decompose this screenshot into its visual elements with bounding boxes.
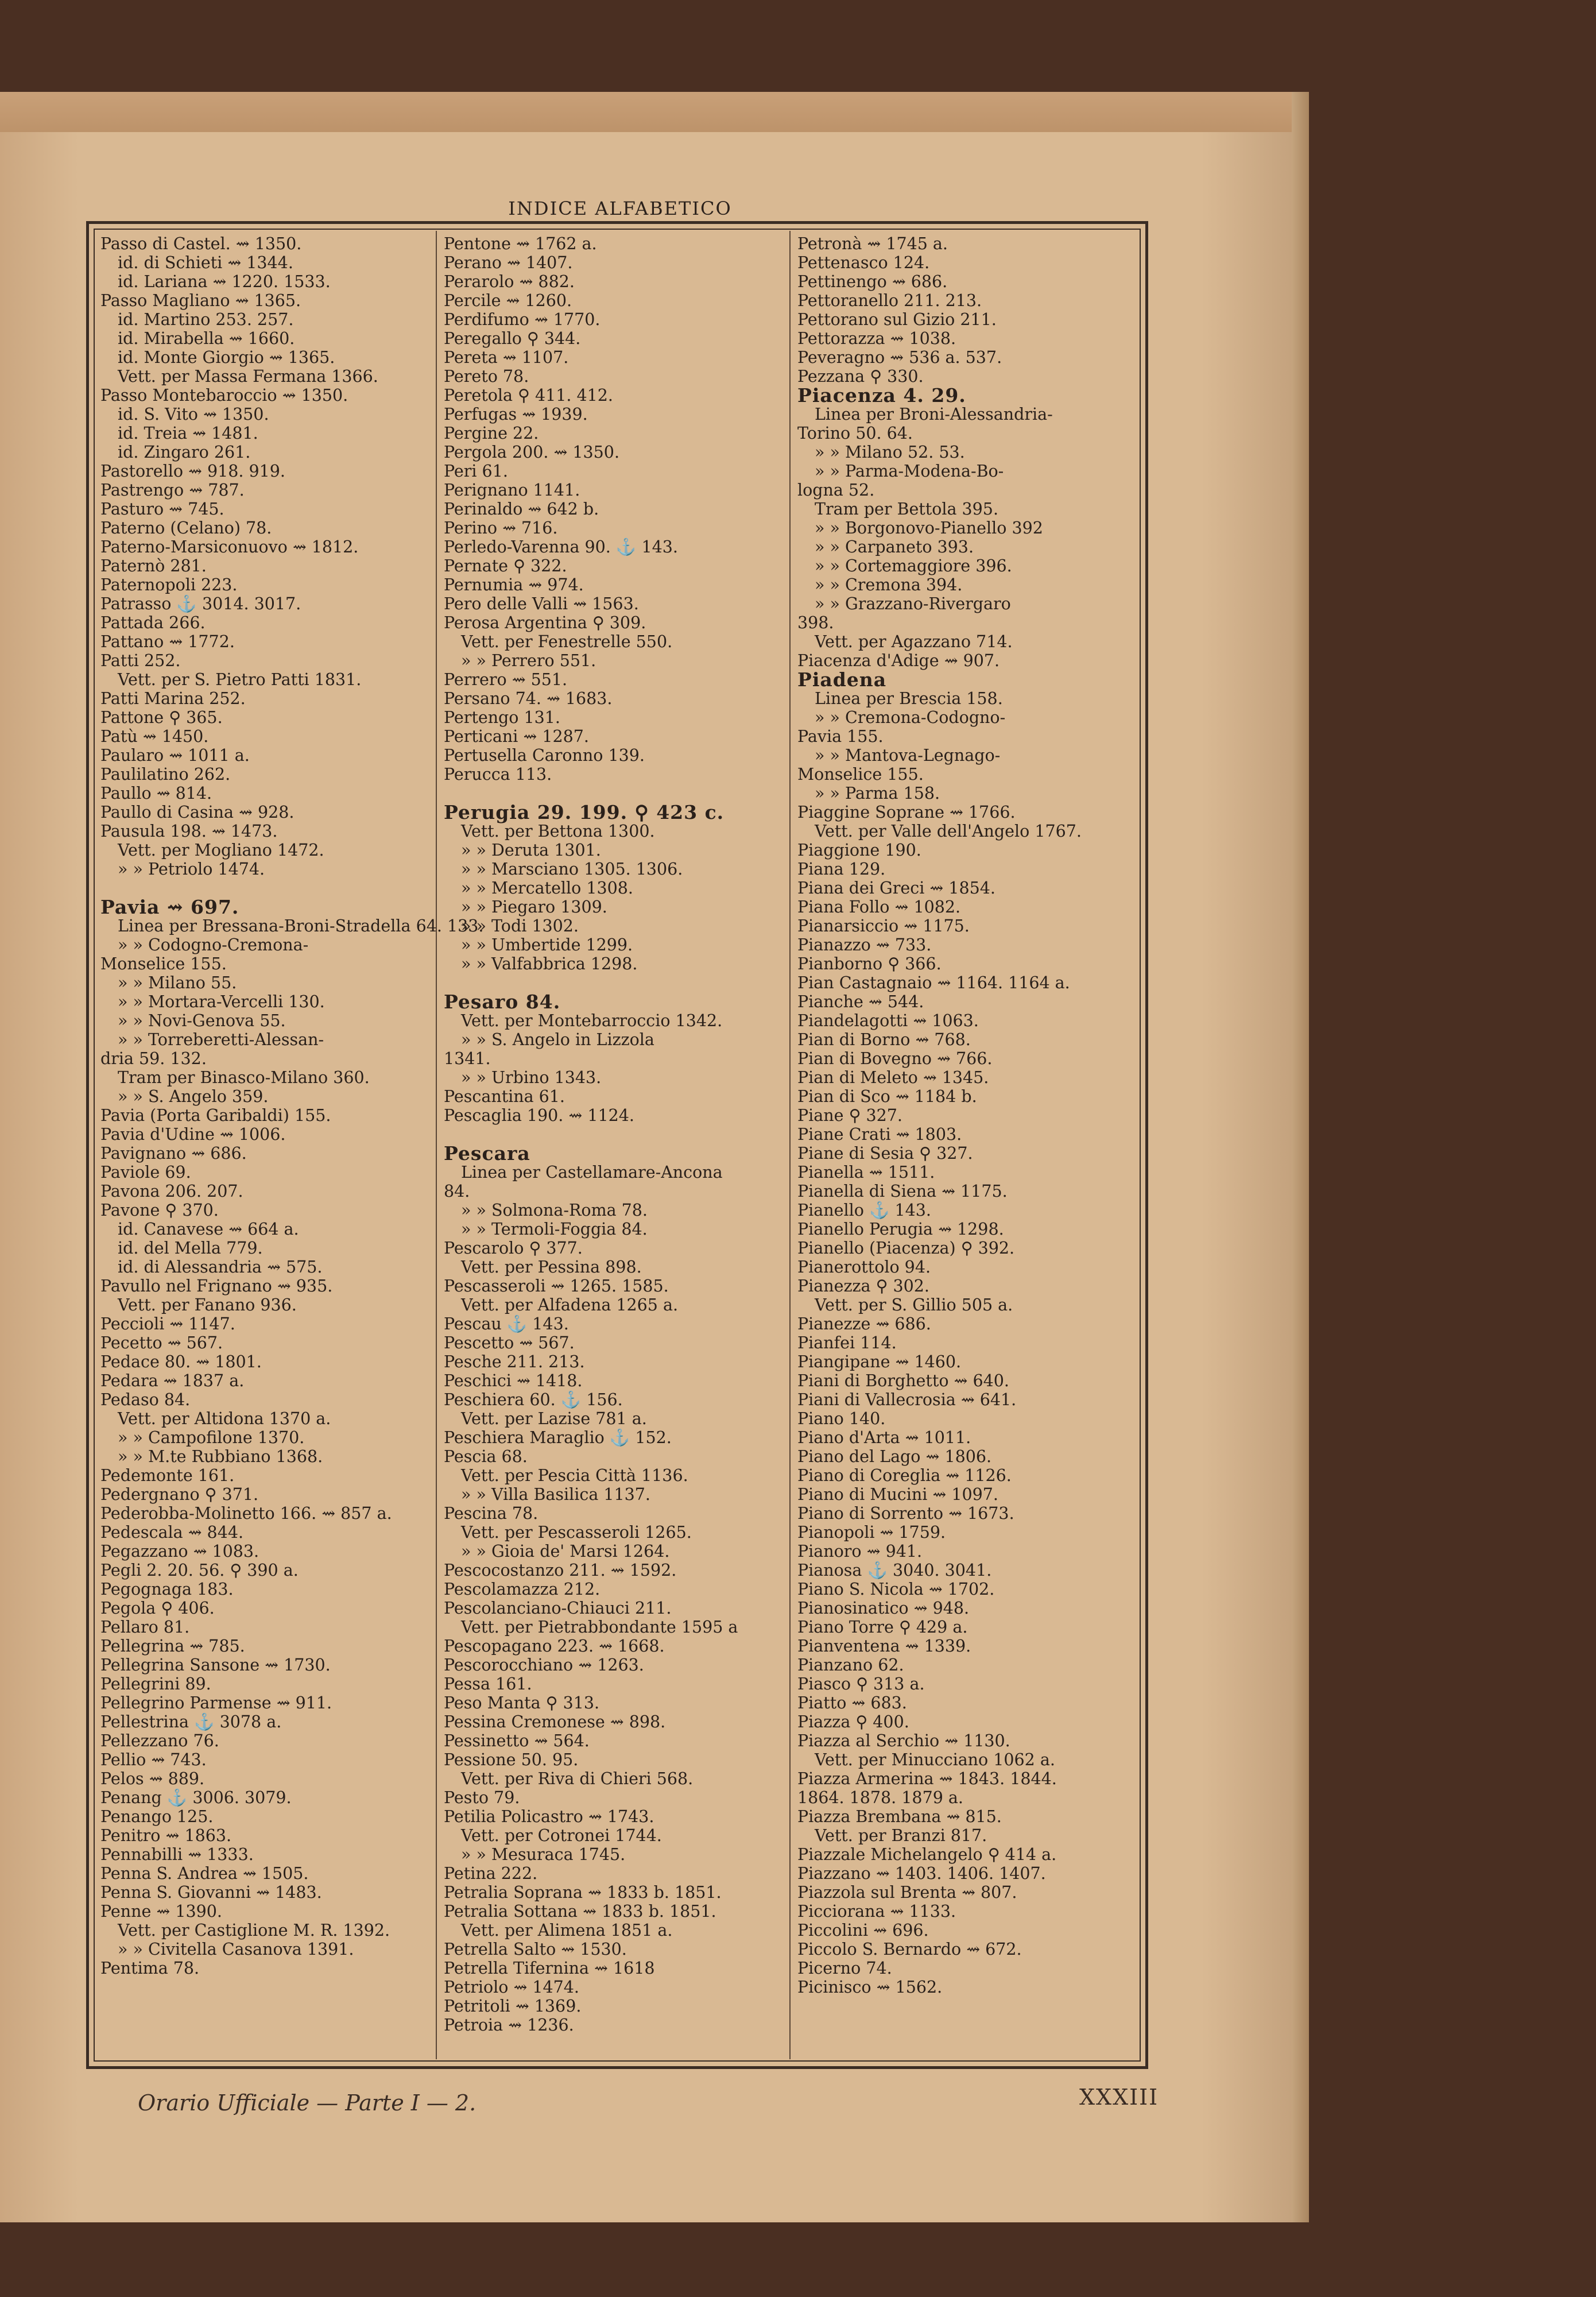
index-entry	[444, 784, 787, 803]
index-entry: Vett. per Agazzano 714.	[815, 632, 1013, 651]
index-entry: » » Novi-Genova 55.	[118, 1011, 286, 1030]
index-entry: Perucca 113.	[444, 765, 552, 784]
index-entry: Pessina Cremonese ⇝ 898.	[444, 1712, 666, 1731]
index-entry: Vett. per Fenestrelle 550.	[461, 632, 673, 651]
index-entry: Patti Marina 252.	[100, 689, 246, 708]
index-entry: Paviole 69.	[100, 1163, 191, 1182]
index-entry: Paterno (Celano) 78.	[100, 519, 272, 537]
index-entry: Vett. per S. Pietro Patti 1831.	[118, 670, 362, 689]
index-entry: Petronà ⇝ 1745 a.	[797, 234, 948, 253]
index-entry: Pavia 155.	[797, 727, 884, 746]
footer-left: Orario Ufficiale — Parte I — 2.	[138, 2090, 477, 2116]
index-entry: Vett. per Alimena 1851 a.	[461, 1921, 673, 1940]
index-entry: » » Todi 1302.	[461, 917, 579, 935]
index-entry: Pavia ⇝ 697.	[100, 896, 239, 918]
index-entry: Pescorocchiano ⇝ 1263.	[444, 1656, 644, 1675]
index-entry: Pianosa ⚓ 3040. 3041.	[797, 1561, 992, 1580]
index-entry: dria 59. 132.	[100, 1049, 207, 1068]
index-entry: Pellaro 81.	[100, 1618, 190, 1637]
index-entry: Pescolamazza 212.	[444, 1580, 601, 1599]
index-entry: Pianoro ⇝ 941.	[797, 1542, 923, 1561]
index-entry: Pianella di Siena ⇝ 1175.	[797, 1182, 1008, 1201]
index-entry: » » Valfabbrica 1298.	[461, 954, 638, 973]
index-entry: Pianello Perugia ⇝ 1298.	[797, 1220, 1004, 1239]
index-entry: Picinisco ⇝ 1562.	[797, 1978, 943, 1997]
index-entry: Piani di Borghetto ⇝ 640.	[797, 1371, 1009, 1390]
index-entry: Piangipane ⇝ 1460.	[797, 1352, 962, 1371]
index-entry: Pescasseroli ⇝ 1265. 1585.	[444, 1277, 669, 1296]
index-entry: Piazzola sul Brenta ⇝ 807.	[797, 1883, 1017, 1902]
index-entry: Perignano 1141.	[444, 481, 580, 500]
index-entry: Petilia Policastro ⇝ 1743.	[444, 1807, 654, 1826]
index-entry: Pianopoli ⇝ 1759.	[797, 1523, 946, 1542]
index-entry: Piano di Mucini ⇝ 1097.	[797, 1485, 998, 1504]
index-entry: Linea per Brescia 158.	[815, 689, 1003, 708]
index-entry: Peregallo ⚲ 344.	[444, 329, 581, 348]
index-entry: 84.	[444, 1182, 470, 1201]
index-entry: Pianello ⚓ 143.	[797, 1201, 931, 1220]
index-entry: Pergola 200. ⇝ 1350.	[444, 443, 619, 462]
index-entry: Pausula 198. ⇝ 1473.	[100, 822, 278, 841]
page-header: INDICE ALFABETICO	[508, 198, 732, 219]
index-entry: Vett. per Fanano 936.	[118, 1296, 297, 1314]
index-entry: Pecetto ⇝ 567.	[100, 1333, 223, 1352]
index-entry: Perugia 29. 199. ⚲ 423 c.	[444, 801, 725, 823]
index-entry: Pegli 2. 20. 56. ⚲ 390 a.	[100, 1561, 299, 1580]
index-entry: » » Umbertide 1299.	[461, 935, 633, 954]
index-entry: Pescantina 61.	[444, 1087, 565, 1106]
index-entry: Pattada 266.	[100, 613, 206, 632]
index-entry: Passo Montebaroccio ⇝ 1350.	[100, 386, 348, 405]
index-entry: Piazza al Serchio ⇝ 1130.	[797, 1731, 1010, 1750]
index-entry: Paternò 281.	[100, 556, 207, 575]
index-entry: Peschiera 60. ⚓ 156.	[444, 1390, 623, 1409]
index-entry: Picciorana ⇝ 1133.	[797, 1902, 956, 1921]
index-entry: Piano di Sorrento ⇝ 1673.	[797, 1504, 1014, 1523]
index-entry: Peretola ⚲ 411. 412.	[444, 386, 613, 405]
index-entry: Torino 50. 64.	[797, 424, 913, 443]
index-entry: Piazza Brembana ⇝ 815.	[797, 1807, 1002, 1826]
index-entry: Piacenza 4. 29.	[797, 384, 966, 407]
index-entry: Vett. per Massa Fermana 1366.	[118, 367, 378, 386]
index-entry: Pedaso 84.	[100, 1390, 191, 1409]
index-entry: Pedara ⇝ 1837 a.	[100, 1371, 245, 1390]
index-entry: Paularo ⇝ 1011 a.	[100, 746, 250, 765]
index-entry: Pertengo 131.	[444, 708, 560, 727]
index-entry: » » Mesuraca 1745.	[461, 1845, 626, 1864]
index-entry: Pettinengo ⇝ 686.	[797, 272, 948, 291]
index-entry: id. Martino 253. 257.	[118, 310, 294, 329]
index-entry: » » Civitella Casanova 1391.	[118, 1940, 354, 1959]
index-entry: Pian di Sco ⇝ 1184 b.	[797, 1087, 977, 1106]
index-entry: » » Perrero 551.	[461, 651, 596, 670]
index-entry: logna 52.	[797, 481, 875, 500]
index-entry: Petralia Sottana ⇝ 1833 b. 1851.	[444, 1902, 716, 1921]
index-entry: Pellio ⇝ 743.	[100, 1750, 207, 1769]
index-entry: Pettenasco 124.	[797, 253, 930, 272]
index-column-2	[444, 234, 787, 2035]
index-entry: Linea per Broni-Alessandria-	[815, 405, 1053, 424]
index-entry: Pegazzano ⇝ 1083.	[100, 1542, 259, 1561]
index-entry: » » Marsciano 1305. 1306.	[461, 860, 683, 879]
index-entry: id. Zingaro 261.	[118, 443, 251, 462]
index-entry: Picerno 74.	[797, 1959, 892, 1978]
index-entry: Pero delle Valli ⇝ 1563.	[444, 594, 639, 613]
index-entry: Pescara	[444, 1142, 530, 1165]
index-entry: Pegognaga 183.	[100, 1580, 234, 1599]
index-entry: Linea per Castellamare-Ancona	[461, 1163, 723, 1182]
index-entry: Vett. per Altidona 1370 a.	[118, 1409, 331, 1428]
index-entry: Petrella Salto ⇝ 1530.	[444, 1940, 627, 1959]
index-entry: Piacenza d'Adige ⇝ 907.	[797, 651, 1000, 670]
column-rule	[789, 231, 791, 2059]
index-entry: Vett. per Valle dell'Angelo 1767.	[815, 822, 1082, 841]
index-entry: 398.	[797, 613, 834, 632]
index-entry: Piana Follo ⇝ 1082.	[797, 898, 961, 917]
index-entry: Paterno-Marsiconuovo ⇝ 1812.	[100, 537, 359, 556]
index-entry: Piana 129.	[797, 860, 886, 879]
index-entry: Vett. per Castiglione M. R. 1392.	[118, 1921, 390, 1940]
index-entry: Pianerottolo 94.	[797, 1258, 931, 1277]
index-entry: Pederobba-Molinetto 166. ⇝ 857 a.	[100, 1504, 392, 1523]
index-entry: 1864. 1878. 1879 a.	[797, 1788, 963, 1807]
index-entry	[444, 1125, 787, 1144]
index-entry: » » Gioia de' Marsi 1264.	[461, 1542, 670, 1561]
index-entry: Pettorazza ⇝ 1038.	[797, 329, 956, 348]
index-entry: Pezzana ⚲ 330.	[797, 367, 924, 386]
index-entry: Pedace 80. ⇝ 1801.	[100, 1352, 262, 1371]
index-entry: Perinaldo ⇝ 642 b.	[444, 500, 599, 519]
index-entry: Vett. per Pescia Città 1136.	[461, 1466, 688, 1485]
index-entry: Petina 222.	[444, 1864, 538, 1883]
index-entry: Perano ⇝ 1407.	[444, 253, 573, 272]
index-entry: Paullo ⇝ 814.	[100, 784, 212, 803]
index-entry: Vett. per Pessina 898.	[461, 1258, 642, 1277]
index-entry: Perarolo ⇝ 882.	[444, 272, 575, 291]
index-entry: Pavia (Porta Garibaldi) 155.	[100, 1106, 331, 1125]
index-entry: Vett. per Montebarroccio 1342.	[461, 1011, 723, 1030]
index-entry: Percile ⇝ 1260.	[444, 291, 572, 310]
index-entry	[444, 973, 787, 992]
index-entry: » » Carpaneto 393.	[815, 537, 974, 556]
index-entry: Piazzale Michelangelo ⚲ 414 a.	[797, 1845, 1057, 1864]
index-entry: Pescarolo ⚲ 377.	[444, 1239, 583, 1258]
index-entry: Pattone ⚲ 365.	[100, 708, 223, 727]
index-entry: Penang ⚓ 3006. 3079.	[100, 1788, 292, 1807]
index-entry: » » Mercatello 1308.	[461, 879, 633, 898]
index-entry: Pereto 78.	[444, 367, 529, 386]
index-entry: Pennabilli ⇝ 1333.	[100, 1845, 254, 1864]
index-entry: Pavignano ⇝ 686.	[100, 1144, 247, 1163]
index-entry: Patrasso ⚓ 3014. 3017.	[100, 594, 301, 613]
index-entry: Pedemonte 161.	[100, 1466, 235, 1485]
index-entry: Pianzano 62.	[797, 1656, 904, 1675]
footer-page-number: XXXIII	[1079, 2085, 1159, 2110]
index-entry: Passo Magliano ⇝ 1365.	[100, 291, 301, 310]
index-entry: » » Parma 158.	[815, 784, 940, 803]
index-entry: Pescocostanzo 211. ⇝ 1592.	[444, 1561, 677, 1580]
index-entry: id. S. Vito ⇝ 1350.	[118, 405, 269, 424]
index-entry: » » M.te Rubbiano 1368.	[118, 1447, 323, 1466]
index-entry: Peri 61.	[444, 462, 508, 481]
index-entry: » » Codogno-Cremona-	[118, 935, 309, 954]
index-entry: Pescopagano 223. ⇝ 1668.	[444, 1637, 665, 1656]
index-entry: » » Parma-Modena-Bo-	[815, 462, 1004, 481]
index-entry: Vett. per S. Gillio 505 a.	[815, 1296, 1013, 1314]
index-entry: Vett. per Pietrabbondante 1595 a	[461, 1618, 738, 1637]
index-entry: Peccioli ⇝ 1147.	[100, 1314, 235, 1333]
index-entry: Petrella Tifernina ⇝ 1618	[444, 1959, 655, 1978]
index-entry: Pian di Bovegno ⇝ 766.	[797, 1049, 993, 1068]
index-entry: Piano S. Nicola ⇝ 1702.	[797, 1580, 995, 1599]
index-entry: Pianezze ⇝ 686.	[797, 1314, 931, 1333]
index-entry: » » Torreberetti-Alessan-	[118, 1030, 324, 1049]
index-entry: Piani di Vallecrosia ⇝ 641.	[797, 1390, 1017, 1409]
index-entry: Pentima 78.	[100, 1959, 200, 1978]
index-entry: Patù ⇝ 1450.	[100, 727, 209, 746]
index-entry: Pellegrino Parmense ⇝ 911.	[100, 1693, 332, 1712]
index-entry: Pessa 161.	[444, 1675, 532, 1693]
page-right-edge	[1292, 92, 1309, 2222]
index-entry: Pellegrina ⇝ 785.	[100, 1637, 245, 1656]
index-entry: id. del Mella 779.	[118, 1239, 263, 1258]
index-entry: Pereta ⇝ 1107.	[444, 348, 569, 367]
index-entry: Pettorano sul Gizio 211.	[797, 310, 997, 329]
index-entry: Pianezza ⚲ 302.	[797, 1277, 929, 1296]
index-entry: Peveragno ⇝ 536 a. 537.	[797, 348, 1002, 367]
index-entry: Pianazzo ⇝ 733.	[797, 935, 932, 954]
index-entry: id. di Schieti ⇝ 1344.	[118, 253, 293, 272]
index-entry: Pasturo ⇝ 745.	[100, 500, 224, 519]
index-entry: Pianventena ⇝ 1339.	[797, 1637, 971, 1656]
index-entry: Pellestrina ⚓ 3078 a.	[100, 1712, 282, 1731]
index-entry: Vett. per Pescasseroli 1265.	[461, 1523, 692, 1542]
index-entry: Pianborno ⚲ 366.	[797, 954, 942, 973]
index-entry: » » Cremona 394.	[815, 575, 963, 594]
index-entry: Pentone ⇝ 1762 a.	[444, 234, 597, 253]
index-entry: Piane ⚲ 327.	[797, 1106, 902, 1125]
index-entry: » » Campofilone 1370.	[118, 1428, 305, 1447]
index-entry: Pescolanciano-Chiauci 211.	[444, 1599, 672, 1618]
index-entry: Perdifumo ⇝ 1770.	[444, 310, 601, 329]
index-entry: » » Mortara-Vercelli 130.	[118, 992, 325, 1011]
index-entry: » » Piegaro 1309.	[461, 898, 607, 917]
index-entry: Pianche ⇝ 544.	[797, 992, 924, 1011]
index-entry: id. Monte Giorgio ⇝ 1365.	[118, 348, 335, 367]
index-entry: Penna S. Giovanni ⇝ 1483.	[100, 1883, 322, 1902]
index-entry: Pavullo nel Frignano ⇝ 935.	[100, 1277, 333, 1296]
index-entry: Penna S. Andrea ⇝ 1505.	[100, 1864, 309, 1883]
index-entry: » » Solmona-Roma 78.	[461, 1201, 648, 1220]
index-entry: Piccolini ⇝ 696.	[797, 1921, 929, 1940]
index-column-3	[797, 234, 1142, 1997]
index-entry: » » Milano 52. 53.	[815, 443, 965, 462]
index-entry: Pettoranello 211. 213.	[797, 291, 982, 310]
column-rule	[436, 231, 437, 2059]
index-entry: Pianosinatico ⇝ 948.	[797, 1599, 970, 1618]
index-entry: Tram per Binasco-Milano 360.	[118, 1068, 370, 1087]
index-entry: Perledo-Varenna 90. ⚓ 143.	[444, 537, 678, 556]
index-entry: Pavia d'Udine ⇝ 1006.	[100, 1125, 286, 1144]
index-entry: Pedergnano ⚲ 371.	[100, 1485, 259, 1504]
index-entry: » » Urbino 1343.	[461, 1068, 602, 1087]
index-entry: Vett. per Lazise 781 a.	[461, 1409, 647, 1428]
index-entry: Pellezzano 76.	[100, 1731, 219, 1750]
index-entry: Pertusella Caronno 139.	[444, 746, 645, 765]
index-entry: Petritoli ⇝ 1369.	[444, 1997, 582, 2016]
index-entry: Monselice 155.	[797, 765, 924, 784]
index-entry: Piana dei Greci ⇝ 1854.	[797, 879, 995, 898]
index-entry: Pavone ⚲ 370.	[100, 1201, 219, 1220]
index-entry: Vett. per Bettona 1300.	[461, 822, 655, 841]
index-entry: Pellegrini 89.	[100, 1675, 211, 1693]
index-entry: » » S. Angelo 359.	[118, 1087, 269, 1106]
index-entry: » » Cortemaggiore 396.	[815, 556, 1012, 575]
index-entry: Pergine 22.	[444, 424, 539, 443]
index-entry: Tram per Bettola 395.	[815, 500, 998, 519]
index-entry: » » S. Angelo in Lizzola	[461, 1030, 654, 1049]
index-entry: Pessione 50. 95.	[444, 1750, 579, 1769]
index-entry: Vett. per Minucciano 1062 a.	[815, 1750, 1055, 1769]
index-entry: Pedescala ⇝ 844.	[100, 1523, 244, 1542]
index-entry: Patti 252.	[100, 651, 181, 670]
index-entry: Piandelagotti ⇝ 1063.	[797, 1011, 979, 1030]
index-entry: id. di Alessandria ⇝ 575.	[118, 1258, 323, 1277]
index-entry: Pian di Meleto ⇝ 1345.	[797, 1068, 989, 1087]
index-entry: Vett. per Mogliano 1472.	[118, 841, 324, 860]
index-entry: Pastorello ⇝ 918. 919.	[100, 462, 285, 481]
index-entry: Pescia 68.	[444, 1447, 528, 1466]
index-entry: Piatto ⇝ 683.	[797, 1693, 907, 1712]
index-entry: » » Cremona-Codogno-	[815, 708, 1006, 727]
index-entry: » » Deruta 1301.	[461, 841, 601, 860]
index-entry: Vett. per Branzi 817.	[815, 1826, 987, 1845]
index-entry: Pesaro 84.	[444, 991, 561, 1013]
index-entry: Pesche 211. 213.	[444, 1352, 585, 1371]
index-entry: Pegola ⚲ 406.	[100, 1599, 215, 1618]
index-entry: » » Petriolo 1474.	[118, 860, 265, 879]
index-entry: Pernumia ⇝ 974.	[444, 575, 584, 594]
index-entry: Vett. per Cotronei 1744.	[461, 1826, 662, 1845]
index-entry: » » Grazzano-Rivergaro	[815, 594, 1011, 613]
index-entry: Pianello (Piacenza) ⚲ 392.	[797, 1239, 1015, 1258]
index-entry: Pellegrina Sansone ⇝ 1730.	[100, 1656, 331, 1675]
index-entry: Piadena	[797, 668, 887, 691]
index-entry: Pian di Borno ⇝ 768.	[797, 1030, 971, 1049]
index-entry: 1341.	[444, 1049, 491, 1068]
index-entry: Pernate ⚲ 322.	[444, 556, 567, 575]
index-entry: Piano del Lago ⇝ 1806.	[797, 1447, 992, 1466]
index-entry: » » Milano 55.	[118, 973, 237, 992]
index-entry: Passo di Castel. ⇝ 1350.	[100, 234, 302, 253]
index-entry: Pelos ⇝ 889.	[100, 1769, 205, 1788]
index-entry: Pastrengo ⇝ 787.	[100, 481, 245, 500]
index-entry: id. Treia ⇝ 1481.	[118, 424, 258, 443]
index-entry: Piazza ⚲ 400.	[797, 1712, 909, 1731]
index-entry: Piano d'Arta ⇝ 1011.	[797, 1428, 971, 1447]
index-entry: Peschiera Maraglio ⚓ 152.	[444, 1428, 672, 1447]
index-entry: Pesto 79.	[444, 1788, 520, 1807]
index-entry: Piazza Armerina ⇝ 1843. 1844.	[797, 1769, 1057, 1788]
index-entry: id. Lariana ⇝ 1220. 1533.	[118, 272, 331, 291]
index-entry: Pianella ⇝ 1511.	[797, 1163, 935, 1182]
index-entry: » » Mantova-Legnago-	[815, 746, 1001, 765]
index-entry: Petroia ⇝ 1236.	[444, 2016, 574, 2035]
index-entry: Vett. per Alfadena 1265 a.	[461, 1296, 679, 1314]
index-entry: Pian Castagnaio ⇝ 1164. 1164 a.	[797, 973, 1070, 992]
index-entry: Piccolo S. Bernardo ⇝ 672.	[797, 1940, 1022, 1959]
index-entry: Pescetto ⇝ 567.	[444, 1333, 575, 1352]
index-entry: Piazzano ⇝ 1403. 1406. 1407.	[797, 1864, 1046, 1883]
index-entry: Penne ⇝ 1390.	[100, 1902, 222, 1921]
index-entry: Monselice 155.	[100, 954, 227, 973]
index-entry: Perfugas ⇝ 1939.	[444, 405, 588, 424]
index-entry: Perrero ⇝ 551.	[444, 670, 568, 689]
index-entry: Perosa Argentina ⚲ 309.	[444, 613, 646, 632]
index-entry: Vett. per Riva di Chieri 568.	[461, 1769, 694, 1788]
index-frame	[86, 221, 1148, 2069]
index-entry: Pescau ⚓ 143.	[444, 1314, 569, 1333]
index-entry: Penitro ⇝ 1863.	[100, 1826, 232, 1845]
index-entry: » » Villa Basilica 1137.	[461, 1485, 650, 1504]
index-entry: Petralia Soprana ⇝ 1833 b. 1851.	[444, 1883, 722, 1902]
index-entry: Pianarsiccio ⇝ 1175.	[797, 917, 970, 935]
index-entry: Pescaglia 190. ⇝ 1124.	[444, 1106, 634, 1125]
index-entry: Persano 74. ⇝ 1683.	[444, 689, 613, 708]
index-entry: Pessinetto ⇝ 564.	[444, 1731, 590, 1750]
index-entry: Peso Manta ⚲ 313.	[444, 1693, 600, 1712]
index-entry: Piano di Coreglia ⇝ 1126.	[797, 1466, 1012, 1485]
index-entry: id. Canavese ⇝ 664 a.	[118, 1220, 299, 1239]
index-entry: Pattano ⇝ 1772.	[100, 632, 235, 651]
index-entry: Perino ⇝ 716.	[444, 519, 558, 537]
index-entry: Paternopoli 223.	[100, 575, 238, 594]
index-entry: Piaggine Soprane ⇝ 1766.	[797, 803, 1016, 822]
index-entry: Pianfei 114.	[797, 1333, 897, 1352]
index-entry: Penango 125.	[100, 1807, 214, 1826]
index-entry: Piasco ⚲ 313 a.	[797, 1675, 925, 1693]
index-entry	[100, 879, 433, 898]
index-entry: Pavona 206. 207.	[100, 1182, 243, 1201]
index-entry: » » Borgonovo-Pianello 392	[815, 519, 1043, 537]
index-entry: Piaggione 190.	[797, 841, 921, 860]
index-entry: Pescina 78.	[444, 1504, 539, 1523]
index-entry: Petriolo ⇝ 1474.	[444, 1978, 579, 1997]
index-entry: Piano Torre ⚲ 429 a.	[797, 1618, 968, 1637]
index-entry: Perticani ⇝ 1287.	[444, 727, 589, 746]
index-entry: Paulilatino 262.	[100, 765, 231, 784]
index-entry: » » Termoli-Foggia 84.	[461, 1220, 648, 1239]
index-entry: id. Mirabella ⇝ 1660.	[118, 329, 295, 348]
index-entry: Paullo di Casina ⇝ 928.	[100, 803, 295, 822]
index-entry: Piano 140.	[797, 1409, 886, 1428]
index-entry: Piane di Sesia ⚲ 327.	[797, 1144, 973, 1163]
index-entry: Linea per Bressana-Broni-Stradella 64. 133.	[118, 917, 484, 935]
index-entry: Piane Crati ⇝ 1803.	[797, 1125, 962, 1144]
index-entry: Peschici ⇝ 1418.	[444, 1371, 583, 1390]
